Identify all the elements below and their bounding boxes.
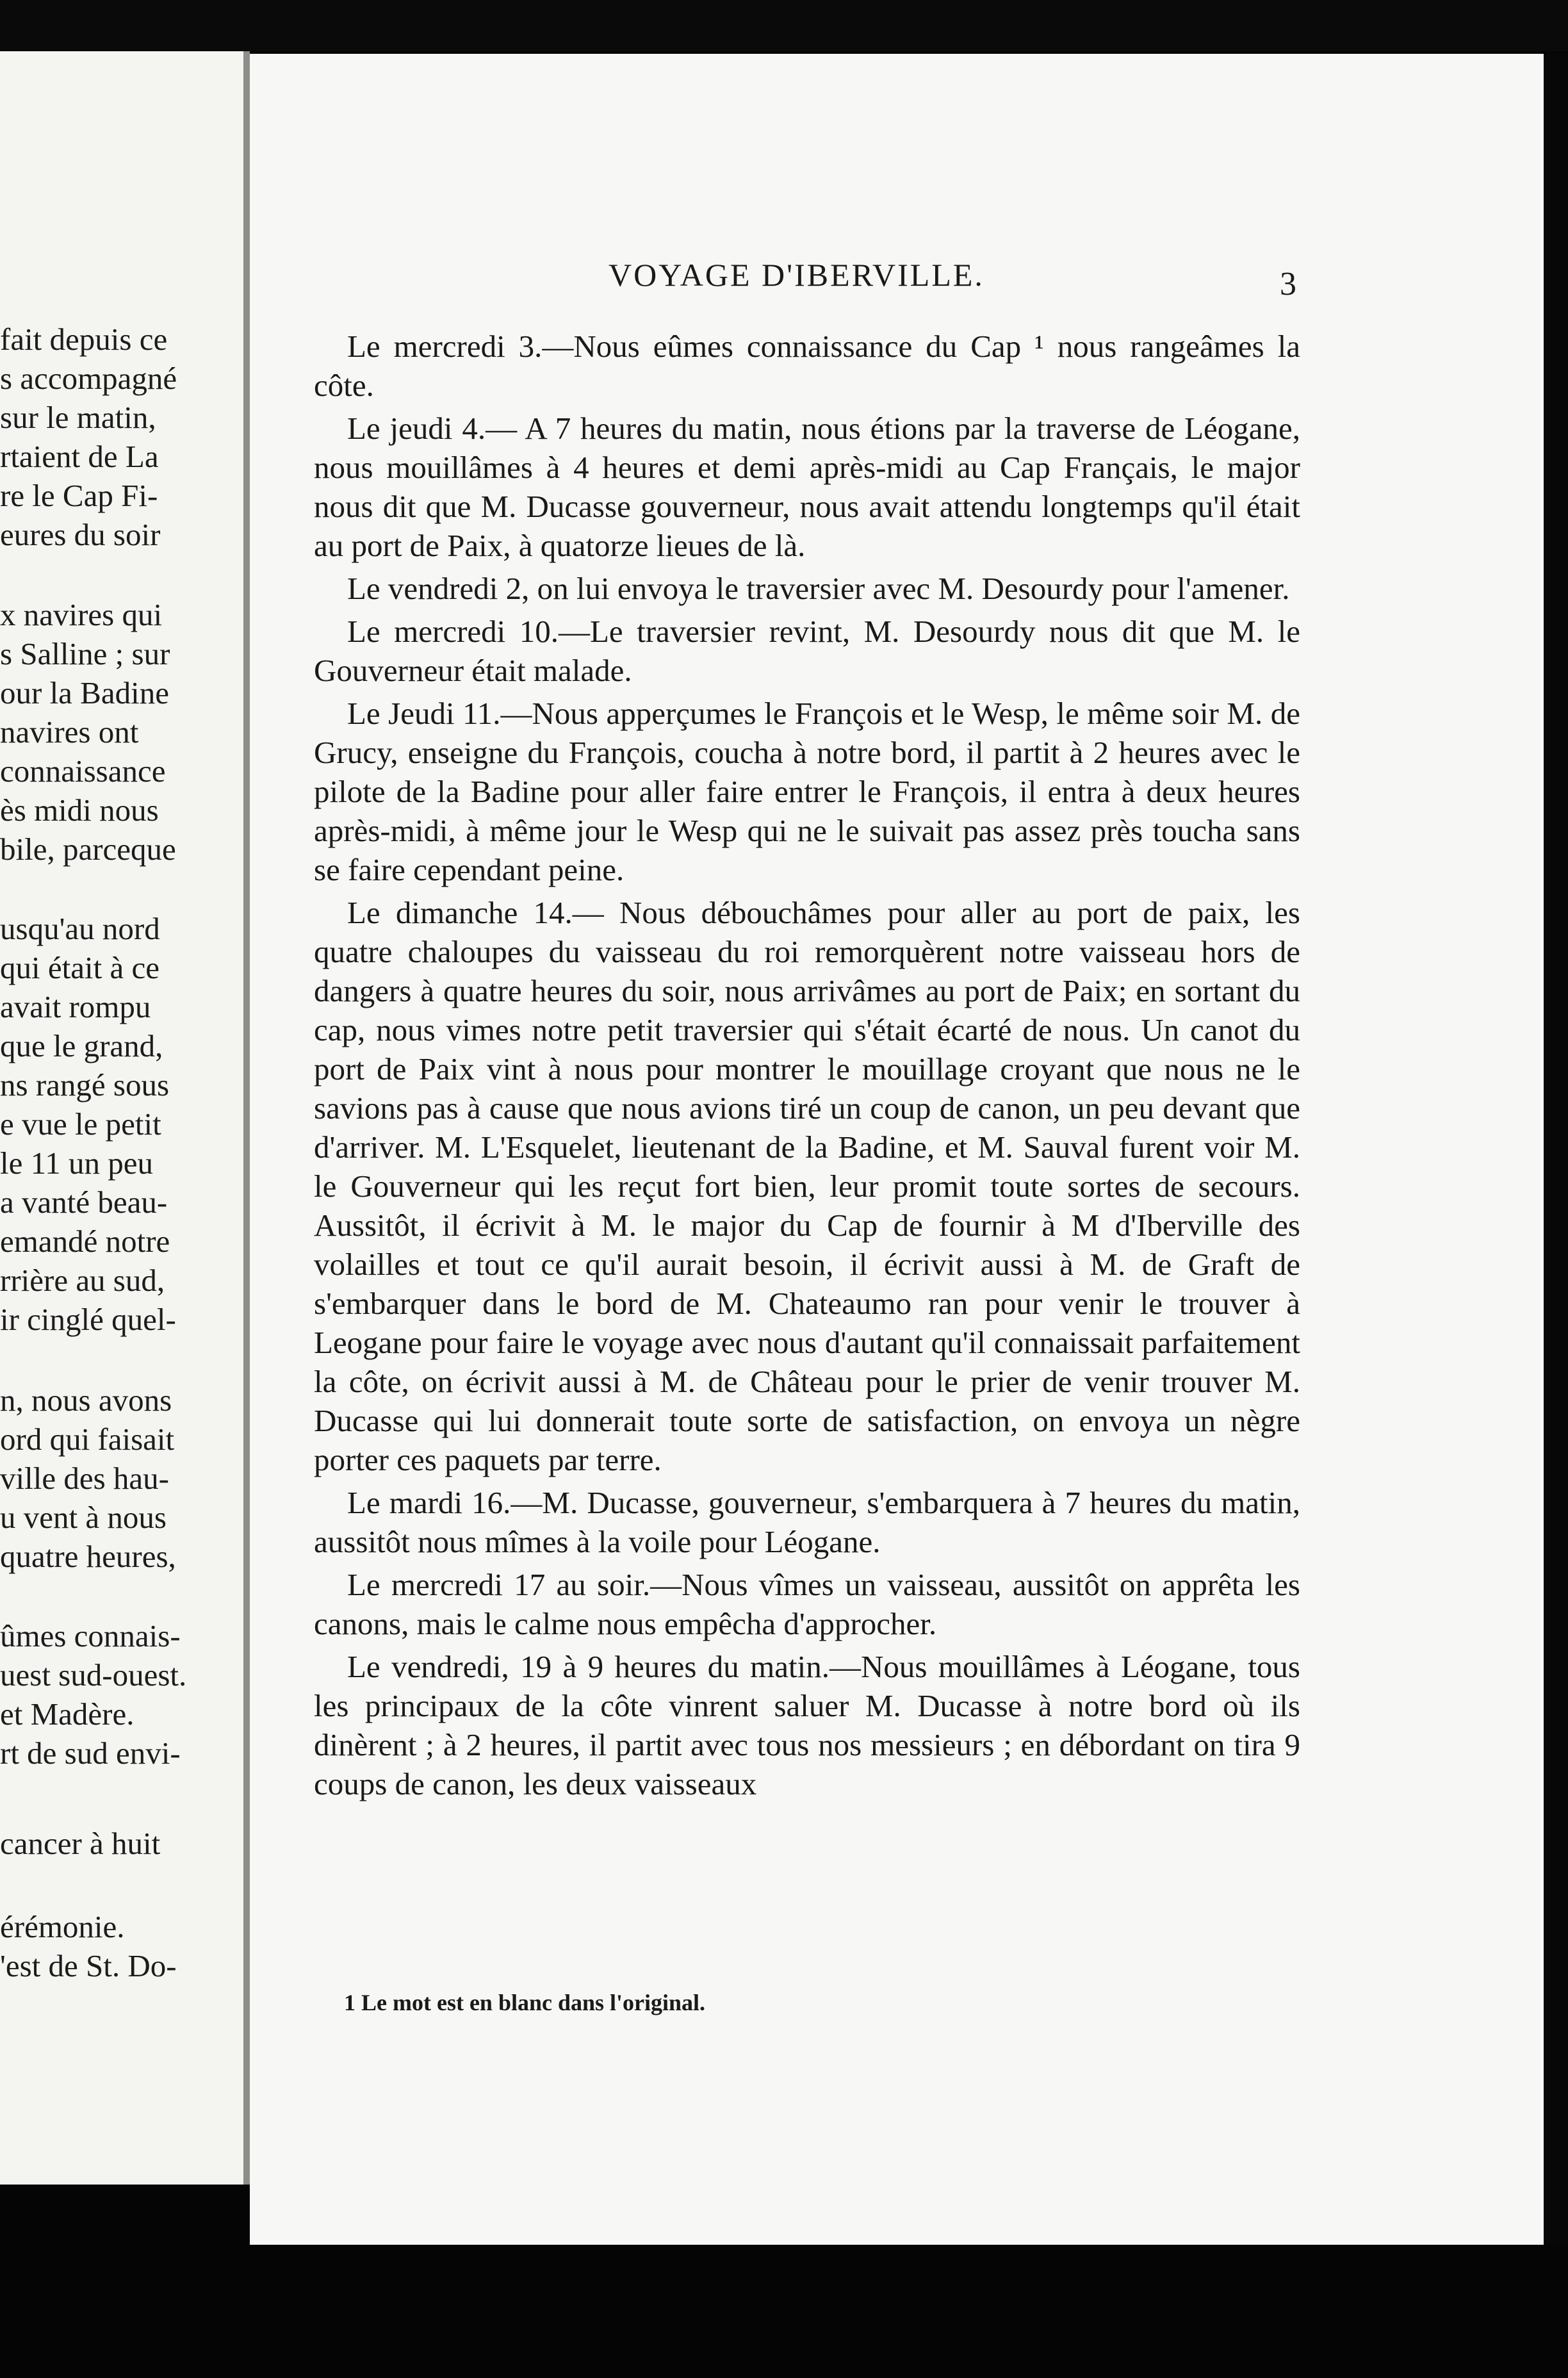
left-page-line: et Madère.: [0, 1696, 135, 1732]
left-page-line: fait depuis ce: [0, 322, 168, 357]
page-gutter: [243, 51, 250, 2185]
left-page-line: eures du soir: [0, 517, 161, 552]
left-page-line: cancer à huit: [0, 1826, 161, 1861]
left-page-line: ir cinglé quel-: [0, 1302, 176, 1337]
scan-border-bottom: [0, 2245, 1568, 2378]
left-page-line: x navires qui: [0, 597, 163, 632]
scan-border-top: [0, 0, 1568, 51]
page-number: 3: [1280, 266, 1296, 302]
paragraph: Le jeudi 4.— A 7 heures du matin, nous étions par la traverse de Léogane, nous mouillâmes à 4 heures et demi après-midi au Cap Français, le major nous dit que M. Ducasse gouverneur, nous avait attendu longtemps qu'il était au port de Paix, à quatorze lieues de là.: [314, 411, 1300, 563]
left-page-line: que le grand,: [0, 1028, 163, 1063]
left-page-line: sur le matin,: [0, 400, 156, 435]
left-page-line: uest sud-ouest.: [0, 1657, 187, 1693]
left-page-line: ûmes connais-: [0, 1618, 181, 1653]
left-page-line: navires ont: [0, 714, 139, 750]
left-page-line: s Salline ; sur: [0, 636, 170, 671]
paragraph: Le Jeudi 11.—Nous apperçumes le François et le Wesp, le même soir M. de Grucy, enseigne du François, coucha à notre bord, il partit à 2 heures avec le pilote de la Badine pour aller faire entrer le François, il entra à deux heures après-midi, à même jour le Wesp qui ne le suivait pas assez près toucha sans se faire cependant peine.: [314, 696, 1300, 887]
left-page-line: n, nous avons: [0, 1382, 172, 1418]
left-page-line: ès midi nous: [0, 792, 159, 828]
left-page-line: ns rangé sous: [0, 1067, 170, 1103]
left-page-line: emandé notre: [0, 1224, 170, 1259]
left-page-line: connaissance: [0, 753, 166, 789]
paragraph: Le mercredi 17 au soir.—Nous vîmes un vaisseau, aussitôt on apprêta les canons, mais le calme nous empêcha d'approcher.: [314, 1567, 1300, 1641]
left-page-line: a vanté beau-: [0, 1185, 168, 1220]
left-page-line: érémonie.: [0, 1909, 125, 1944]
left-page-line: usqu'au nord: [0, 911, 160, 946]
left-page-line: quatre heures,: [0, 1539, 176, 1574]
left-page-line: rrière au sud,: [0, 1263, 165, 1298]
scan-border-right: [1544, 54, 1568, 2378]
left-page-line: le 11 un peu: [0, 1145, 154, 1181]
left-page-line: qui était à ce: [0, 950, 159, 985]
paragraph: Le vendredi 2, on lui envoya le traversier avec M. Desourdy pour l'amener.: [347, 571, 1290, 606]
paragraph: Le mercredi 3.—Nous eûmes connaissance du Cap ¹ nous rangeâmes la côte.: [314, 329, 1300, 403]
left-page-line: e vue le petit: [0, 1106, 161, 1142]
paragraph: Le mardi 16.—M. Ducasse, gouverneur, s'embarquera à 7 heures du matin, aussitôt nous mîmes à la voile pour Léogane.: [314, 1485, 1300, 1559]
left-page-line: our la Badine: [0, 675, 169, 710]
left-page-line: re le Cap Fi-: [0, 478, 158, 513]
left-page-line: ville des hau-: [0, 1461, 169, 1496]
left-page-line: avait rompu: [0, 989, 151, 1024]
left-page-line: rtaient de La: [0, 439, 159, 474]
paragraph: Le dimanche 14.— Nous débouchâmes pour aller au port de paix, les quatre chaloupes du vaisseau du roi remorquèrent notre vaisseau hors de dangers à quatre heures du soir, nous arrivâmes au port de Paix; en sortant du cap, nous vimes notre petit traversier qui s'était écarté de nous. Un canot du port de Paix vint à nous pour montrer le mouillage croyant que nous ne le savions pas à cause que nous avions tiré un coup de canon, un peu devant que d'arriver. M. L'Esquelet, lieutenant de la Badine, et M. Sauval furent voir M. le Gouverneur qui les reçut fort bien, leur promit toute sortes de secours. Aussitôt, il écrivit à M. le major du Cap de fournir à M d'Iberville des volailles et tout ce qu'il aurait besoin, il écrivit aussi à M. de Graft de s'embarquer dans le bord de M. Chateaumo ran pour venir le trouver à Leogane pour faire le voyage avec nous d'autant qu'il connaissait parfaitement la côte, on écrivit aussi à M. de Château pour le prier de venir trouver M. Ducasse qui lui donnerait toute sorte de satisfaction, on envoya un nègre porter ces paquets par terre.: [314, 895, 1300, 1477]
left-page-line: bile, parceque: [0, 832, 176, 867]
paragraph: Le vendredi, 19 à 9 heures du matin.—Nous mouillâmes à Léogane, tous les principaux de la côte vinrent saluer M. Ducasse à notre bord où ils dinèrent ; à 2 heures, il partit avec tous nos messieurs ; en débordant on tira 9 coups de canon, les deux vaisseaux: [314, 1649, 1300, 1801]
left-page-line: ord qui faisait: [0, 1422, 175, 1457]
left-page-line: u vent à nous: [0, 1500, 167, 1535]
running-header: VOYAGE D'IBERVILLE.: [608, 257, 984, 293]
paragraph: Le mercredi 10.—Le traversier revint, M. Desourdy nous dit que M. le Gouverneur était malade.: [314, 614, 1300, 688]
left-page-line: 'est de St. Do-: [0, 1948, 177, 1983]
left-page-fragment: [0, 51, 243, 2185]
footnote: 1 Le mot est en blanc dans l'original.: [344, 1990, 706, 2015]
left-page-line: s accompagné: [0, 361, 177, 396]
left-page-line: rt de sud envi-: [0, 1735, 181, 1771]
body-text: [314, 327, 1300, 1807]
